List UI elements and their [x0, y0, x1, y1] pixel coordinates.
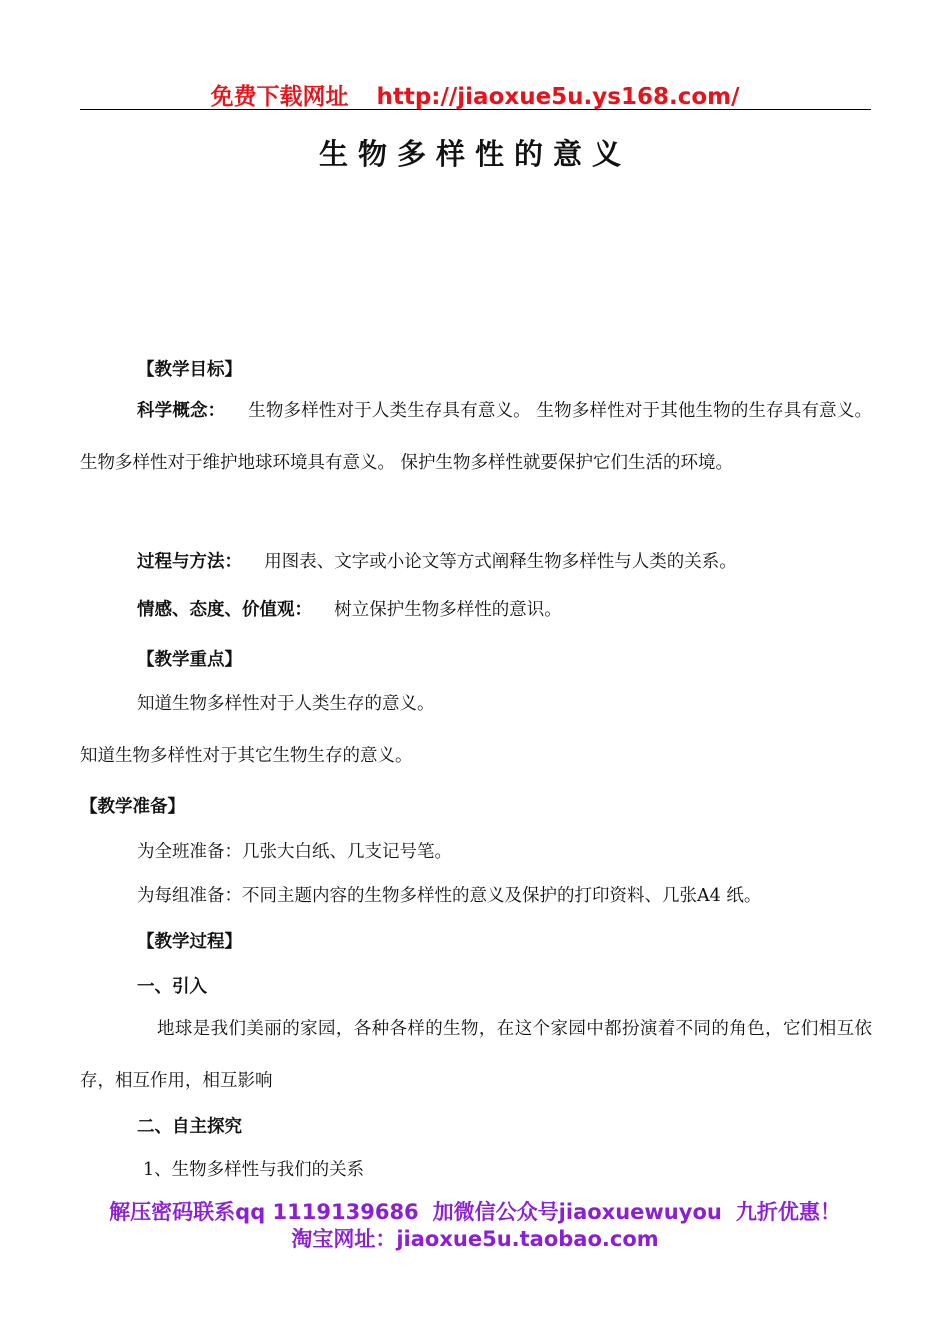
step1-paragraph: 地球是我们美丽的家园，各种各样的生物，在这个家园中都扮演着不同的角色，它们相互依存，相互作用，相互影响: [80, 1019, 872, 1091]
science-text: 生物多样性对于人类生存具有意义。 生物多样性对于其他生物的生存具有意义。 生物多样性对于维护地球环境具有意义。 保护生物多样性就要保护它们生活的环境。: [80, 401, 872, 473]
footer-wechat-label: 加微信公众号: [432, 1200, 559, 1224]
attitude-label: 情感、态度、价值观：: [137, 600, 312, 620]
page-header: [0, 78, 950, 111]
footer-wechat-id: jiaoxuewuyou: [558, 1200, 722, 1224]
footer-qq: qq 1119139686: [235, 1200, 419, 1224]
key-point-2: 知道生物多样性对于其它生物生存的意义。: [80, 746, 413, 766]
step2-heading: 二、自主探究: [137, 1117, 242, 1137]
footer-taobao-label: 淘宝网址：: [291, 1227, 397, 1251]
header-rule: [80, 109, 871, 110]
attitude-line: [137, 596, 562, 621]
key-heading: 【教学重点】: [137, 650, 242, 670]
process-label: 过程与方法：: [137, 552, 242, 572]
prep-heading: 【教学准备】: [80, 797, 185, 817]
process-heading: 【教学过程】: [137, 932, 242, 952]
prep-group: 为每组准备：不同主题内容的生物多样性的意义及保护的打印资料、几张A4 纸。: [137, 886, 762, 906]
footer-password-label: 解压密码联系: [109, 1200, 236, 1224]
process-method-line: [137, 548, 737, 573]
footer-taobao-line: [0, 1223, 950, 1253]
process-text: 用图表、文字或小论文等方式阐释生物多样性与人类的关系。: [264, 552, 737, 572]
document-title: 生物多样性的意义: [318, 137, 631, 171]
objectives-heading: 【教学目标】: [137, 360, 242, 380]
step2-item-1: 1、生物多样性与我们的关系: [143, 1160, 365, 1180]
key-point-1: 知道生物多样性对于人类生存的意义。: [137, 694, 435, 714]
science-label: 科学概念：: [137, 401, 226, 421]
footer-discount: 九折优惠！: [735, 1200, 841, 1224]
prep-class: 为全班准备：几张大白纸、几支记号笔。: [137, 842, 452, 862]
footer-contact-line: [0, 1196, 950, 1226]
science-concept-paragraph: [80, 385, 872, 489]
step1-heading: 一、引入: [137, 977, 207, 997]
header-url[interactable]: http://jiaoxue5u.ys168.com/: [376, 84, 740, 110]
attitude-text: 树立保护生物多样性的意识。: [334, 600, 562, 620]
footer-taobao-url[interactable]: jiaoxue5u.taobao.com: [396, 1227, 659, 1251]
header-label: 免费下载网址: [210, 84, 349, 110]
